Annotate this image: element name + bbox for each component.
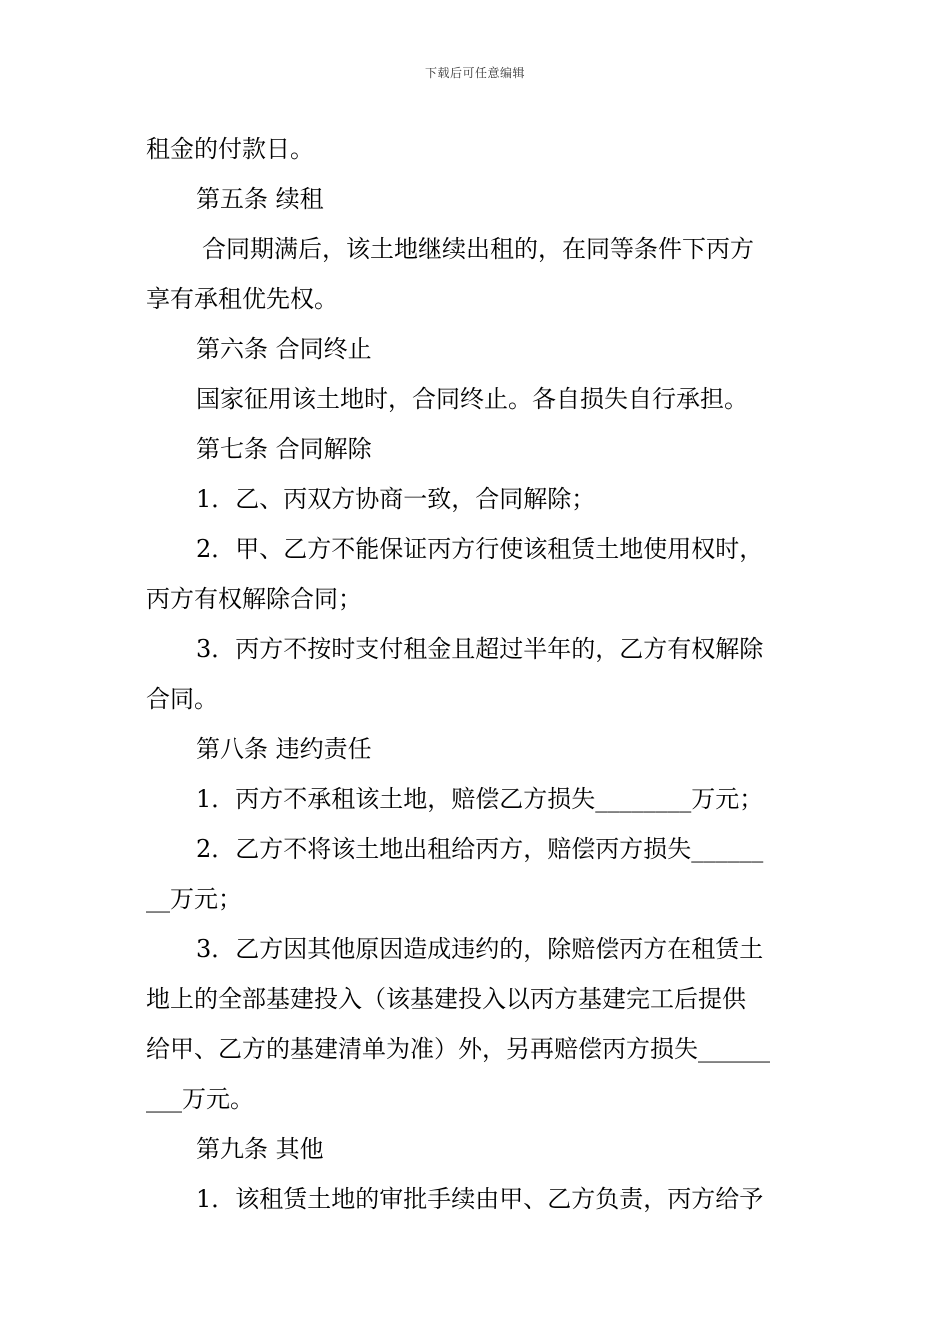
article-heading: 第六条 合同终止 (196, 335, 372, 363)
clause-item: 1．该租赁土地的审批手续由甲、乙方负责，丙方给予 (196, 1185, 764, 1213)
clause-item: 2．甲、乙方不能保证丙方行使该租赁土地使用权时， (196, 535, 764, 563)
article-heading: 第五条 续租 (196, 185, 324, 213)
article-heading: 第七条 合同解除 (196, 435, 372, 463)
text-line: 国家征用该土地时，合同终止。各自损失自行承担。 (196, 385, 748, 413)
clause-item: 1．乙、丙双方协商一致，合同解除； (196, 485, 596, 513)
clause-item: 3．丙方不按时支付租金且超过半年的，乙方有权解除 (196, 635, 764, 663)
text-line: 丙方有权解除合同； (146, 585, 362, 613)
clause-item: 2．乙方不将该土地出租给丙方，赔偿丙方损失______ (196, 835, 764, 863)
document-body (146, 124, 808, 1224)
text-line: 合同。 (146, 685, 218, 713)
page-header: 下载后可任意编辑 (424, 66, 525, 80)
text-line: 合同期满后，该土地继续出租的，在同等条件下丙方 (202, 235, 754, 263)
text-line: __万元； (146, 885, 242, 913)
clause-item: 1．丙方不承租该土地，赔偿乙方损失________万元； (196, 785, 764, 813)
text-line: ___万元。 (146, 1085, 254, 1113)
text-line: 租金的付款日。 (146, 135, 314, 163)
clause-item: 3．乙方因其他原因造成违约的，除赔偿丙方在租赁土 (196, 935, 764, 963)
article-heading: 第九条 其他 (196, 1135, 324, 1163)
text-line: 地上的全部基建投入（该基建投入以丙方基建完工后提供 (146, 985, 746, 1013)
article-heading: 第八条 违约责任 (196, 735, 372, 763)
text-line: 给甲、乙方的基建清单为准）外，另再赔偿丙方损失______ (146, 1035, 770, 1063)
text-line: 享有承租优先权。 (146, 285, 338, 313)
